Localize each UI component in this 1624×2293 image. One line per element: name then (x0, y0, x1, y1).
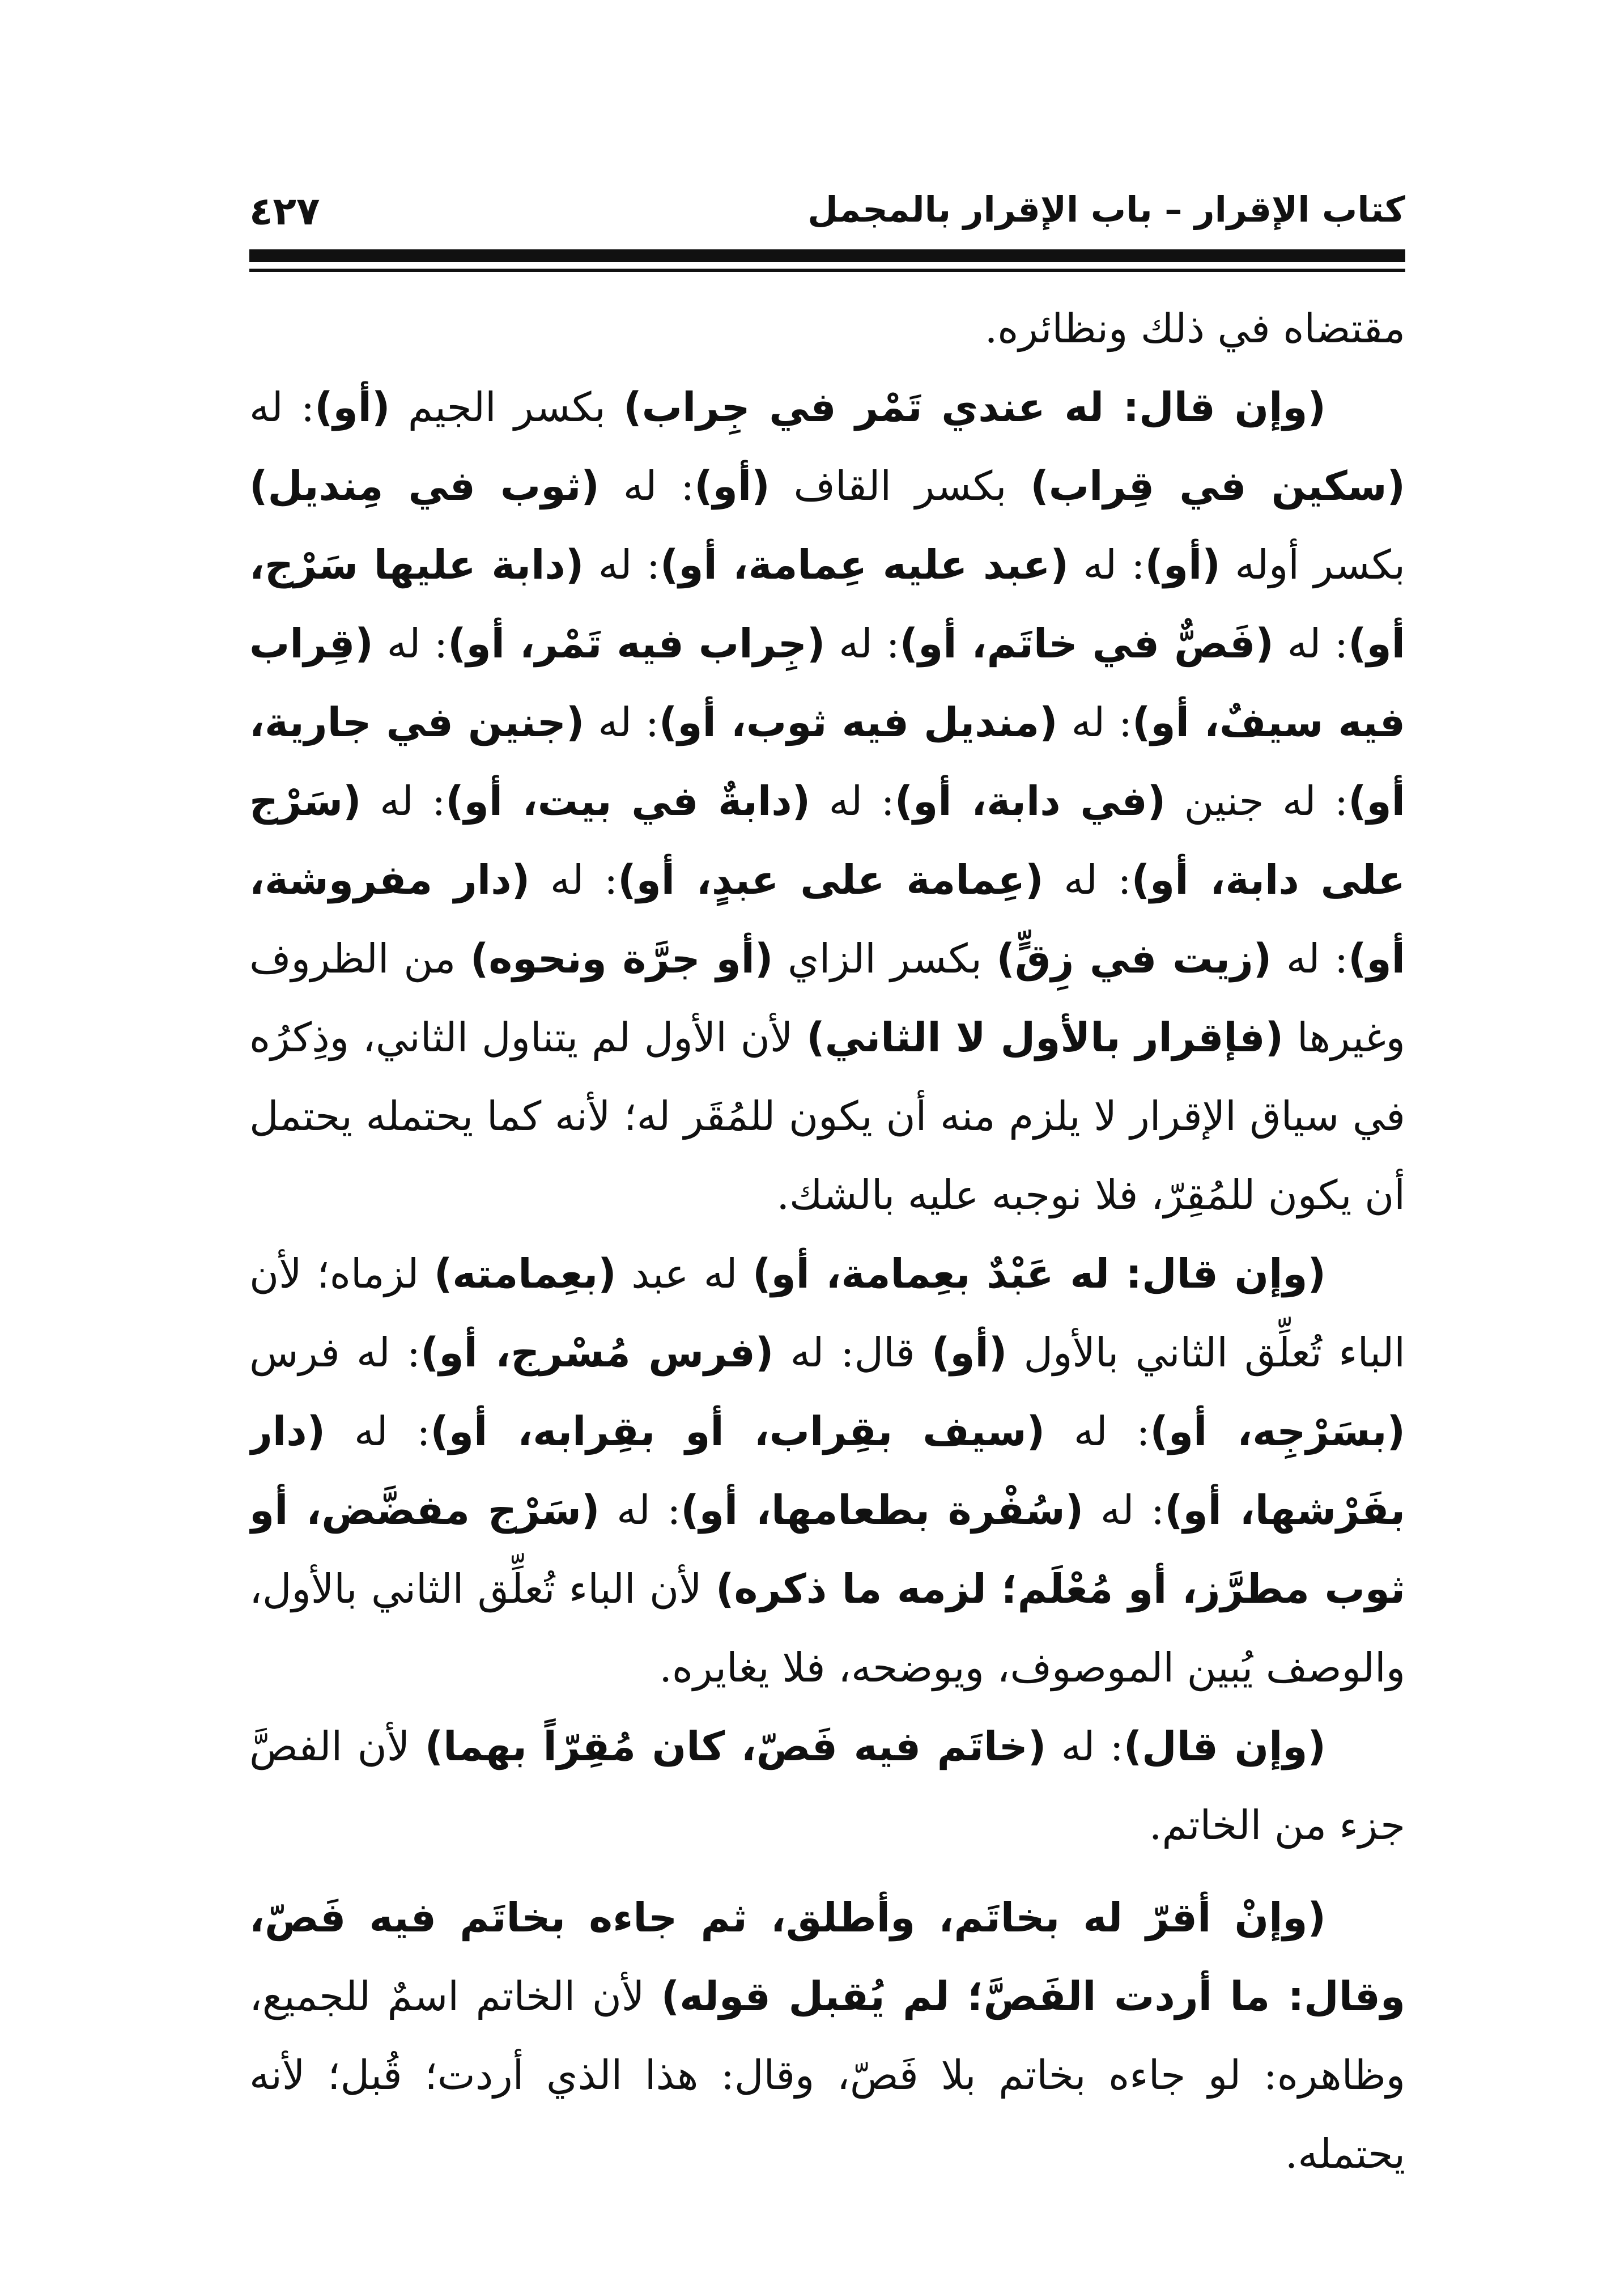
text-run: لأن الخاتم اسمٌ للجميع، وظاهره: لو جاءه بخاتم بلا فَصّ، وقال: هذا الذي أردت؛ قُبل؛ لأنه يحتمله. (249, 1973, 1405, 2177)
bold-text-run: (وإن قال: له عندي تَمْر في جِراب) (623, 384, 1326, 431)
paragraph (249, 1878, 1405, 2193)
page-number: ٤٢٧ (249, 189, 320, 234)
bold-text-run: (بسَرْجِه، أو) (1150, 1408, 1405, 1455)
text-run: بكسر القاف (770, 462, 1031, 509)
text-run: لأن الأول لم يتناول الثاني، وذِكرُه في سياق الإقرار لا يلزم منه أن يكون للمُقَر له؛ لأنه كما يحتمله يحتمل أن يكون للمُقِرّ، فلا نوجبه عليه بالشك. (249, 1014, 1405, 1218)
bold-text-run: (قِراب فيه سيفٌ، أو) (249, 620, 1405, 746)
text-run: : له فرس (249, 1329, 420, 1376)
bold-text-run: (وإن قال: له عَبْدٌ بعِمامة، أو) (753, 1250, 1326, 1297)
text-run: : له (1045, 1408, 1150, 1455)
bold-text-run: (دار مفروشة، أو) (249, 856, 1405, 982)
bold-text-run: (دابةٌ في بيت، أو) (445, 778, 811, 825)
chapter-title: كتاب الإقرار – باب الإقرار بالمجمل (807, 189, 1405, 230)
bold-text-run: (منديل فيه ثوب، أو) (658, 699, 1058, 746)
text-run: : له (530, 856, 618, 903)
text-run: من الظروف وغيرها (249, 935, 1405, 1061)
paragraph (249, 289, 1405, 368)
bold-text-run: (فإقرار بالأول لا الثاني) (806, 1014, 1284, 1061)
bold-text-run: (خاتَم فيه فَصّ، كان مُقِرّاً بهما) (424, 1723, 1047, 1770)
text-run: بكسر أوله (1220, 541, 1405, 588)
text-run: : له جنين (1166, 778, 1349, 825)
bold-text-run: (دابة عليها سَرْج، أو) (249, 541, 1405, 667)
bold-text-run: (أو) (1145, 541, 1221, 588)
text-run: : له (1043, 856, 1132, 903)
paragraph (249, 1234, 1405, 1707)
text-run: : له (361, 778, 446, 825)
bold-text-run: (دار بفَرْشها، أو) (249, 1408, 1405, 1534)
bold-text-run: (زيت في زِقٍّ) (996, 935, 1272, 982)
text-run: : له (584, 699, 659, 746)
text-run: لأن الفصَّ جزء من الخاتم. (249, 1723, 1405, 1849)
paragraph (249, 1707, 1405, 1865)
bold-text-run: (ثوب في مِنديل) (249, 462, 600, 509)
text-run: : له (373, 620, 448, 667)
text-run: : له (825, 620, 900, 667)
text-run: لزماه؛ لأن الباء تُعلِّق الثاني بالأول (249, 1250, 1405, 1376)
text-run: : له (600, 1487, 681, 1534)
bold-text-run: (عبد عليه عِمامة، أو) (660, 541, 1069, 588)
body-text (249, 289, 1405, 2227)
text-run: مقتضاه في ذلك ونظائره. (984, 305, 1405, 352)
text-run: بكسر الزاي (773, 935, 997, 982)
bold-text-run: (أو) (694, 462, 770, 509)
text-run: : له (1068, 541, 1145, 588)
text-run: : له (584, 541, 660, 588)
text-run: : له (1273, 620, 1349, 667)
text-run: : له (1057, 699, 1133, 746)
bold-text-run: (في دابة، أو) (894, 778, 1166, 825)
bold-text-run: (أو جرَّة ونحوه) (470, 935, 773, 982)
text-run: قال: له (773, 1329, 932, 1376)
text-run: له عبد (616, 1250, 753, 1297)
bold-text-run: (جنين في جارية، أو) (249, 699, 1405, 825)
bold-text-run: (وإنْ أقرّ له بخاتَم، وأطلق، ثم جاءه بخاتَم فيه فَصّ، وقال: ما أردت الفَصَّ؛ لم يُقبل قوله) (249, 1894, 1405, 2020)
bold-text-run: (بعِمامته) (433, 1250, 617, 1297)
bold-text-run: (وإن قال) (1123, 1723, 1326, 1770)
bold-text-run: (أو) (931, 1329, 1007, 1376)
header-rule-thick (249, 249, 1405, 262)
text-run: : له (325, 1408, 431, 1455)
bold-text-run: (سَرْج مفضَّض، أو ثوب مطرَّز، أو مُعْلَم؛ لزمه ما ذكره) (249, 1487, 1405, 1612)
bold-text-run: (سُفْرة بطعامها، أو) (681, 1487, 1084, 1534)
running-header (249, 181, 1405, 249)
bold-text-run: (سكين في قِراب) (1030, 462, 1405, 509)
text-run: : له (810, 778, 895, 825)
paragraph (249, 368, 1405, 1234)
text-run: : له (599, 462, 695, 509)
bold-text-run: (سيف بقِراب، أو بقِرابه، أو) (430, 1408, 1045, 1455)
text-run: لأن الباء تُعلِّق الثاني بالأول، والوصف يُبين الموصوف، ويوضحه، فلا يغايره. (249, 1565, 1405, 1691)
bold-text-run: (جِراب فيه تَمْر، أو) (448, 620, 826, 667)
text-run: : له (1046, 1723, 1124, 1770)
text-run: بكسر الجيم (390, 384, 624, 431)
bold-text-run: (فرس مُسْرج، أو) (420, 1329, 774, 1376)
text-run: : له (1272, 935, 1349, 982)
bold-text-run: (أو) (314, 384, 390, 431)
bold-text-run: (عِمامة على عبدٍ، أو) (618, 856, 1044, 903)
text-run: : له (249, 384, 315, 431)
header-rule-thin (249, 269, 1405, 272)
text-run: : له (1083, 1487, 1165, 1534)
bold-text-run: (فَصٌّ في خاتَم، أو) (899, 620, 1274, 667)
bold-text-run: (سَرْج على دابة، أو) (249, 778, 1405, 903)
